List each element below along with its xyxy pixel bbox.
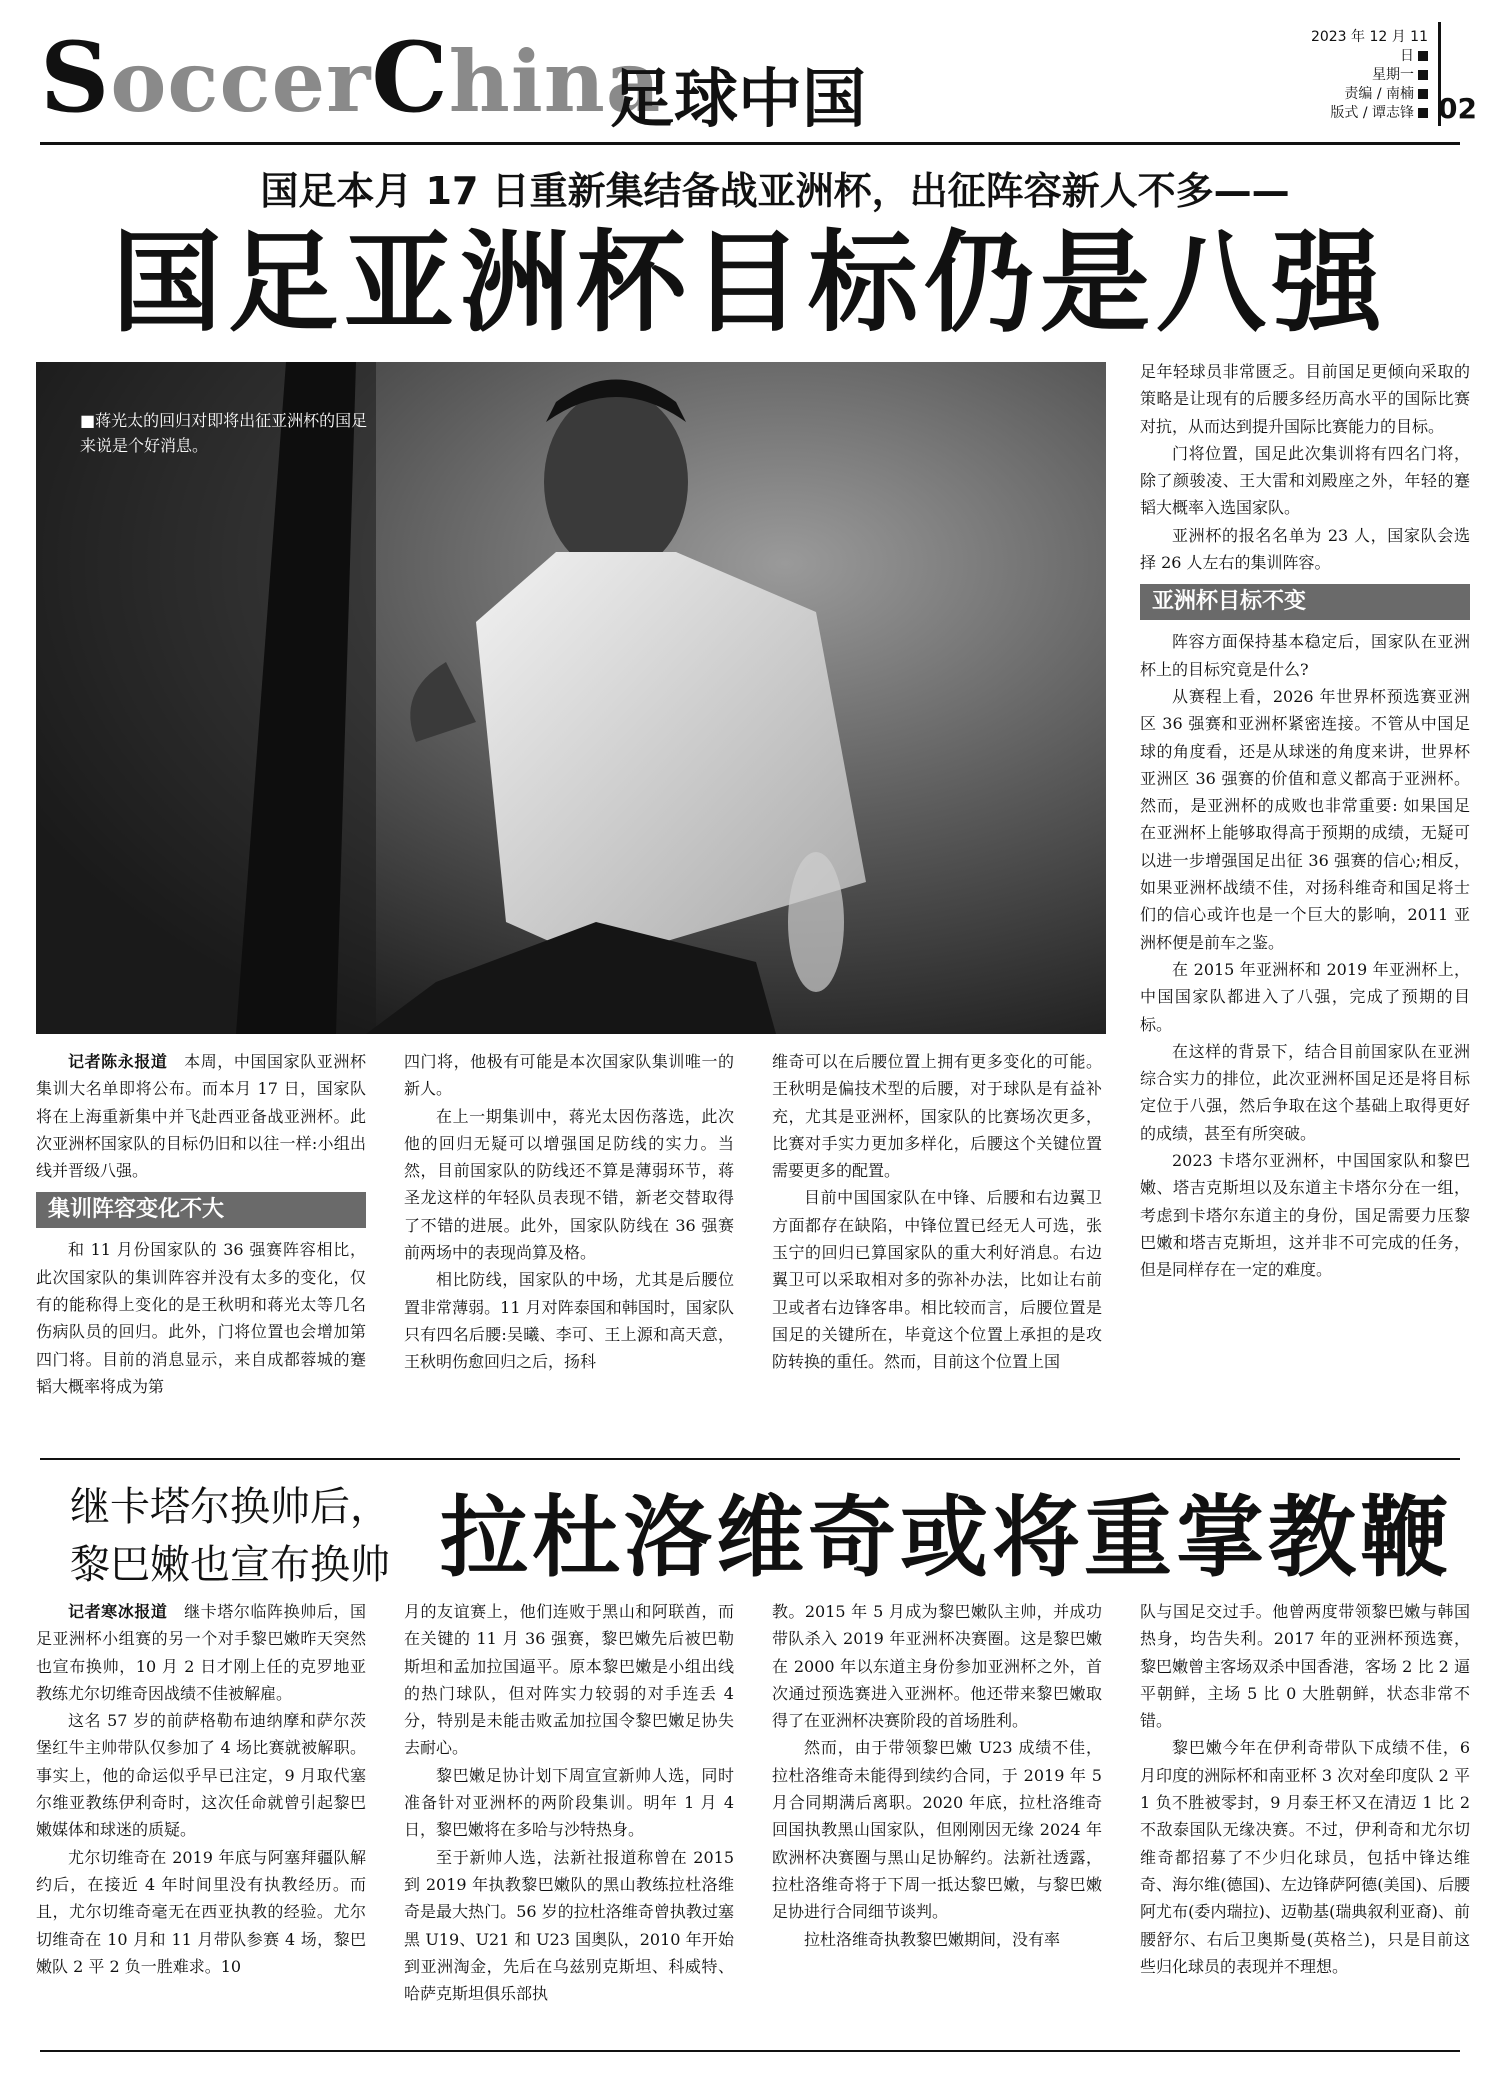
- article2-column-3: [772, 1598, 1102, 1953]
- masthead-chinese-title: 足球中国: [610, 63, 866, 137]
- article2-column-4: [1140, 1598, 1470, 1980]
- article2-column-1: [36, 1598, 366, 1980]
- issue-layout: 版式 / 谭志锋: [1330, 105, 1414, 121]
- bottom-rule: [40, 2050, 1460, 2052]
- article1-paragraph: 相比防线，国家队的中场，尤其是后腰位置非常薄弱。11 月对阵泰国和韩国时，国家队只有四名后腰:吴曦、李可、王上源和高天意，王秋明伤愈回归之后，扬科: [404, 1270, 734, 1372]
- article2-paragraph: 尤尔切维奇在 2019 年底与阿塞拜疆队解约后，在接近 4 年时间里没有执教经历。而且，尤尔切维奇毫无在西亚执教的经验。尤尔切维奇在 10 月和 11 月带队参赛 4 场，黎巴嫩队 2 平 2 负一胜难求。10: [36, 1847, 366, 1976]
- square-bullet-icon: [1418, 108, 1428, 118]
- masthead-english-logo: SoccerChina: [40, 21, 662, 134]
- article1-paragraph: 在这样的背景下，结合目前国家队在亚洲综合实力的排位，此次亚洲杯国足还是将目标定位于八强，然后争取在这个基础上取得更好的成绩，甚至有所突破。: [1140, 1041, 1470, 1143]
- article2-paragraph: 黎巴嫩足协计划下周宣宣新帅人选，同时准备针对亚洲杯的两阶段集训。明年 1 月 4 日，黎巴嫩将在多哈与沙特热身。: [404, 1765, 734, 1840]
- section-divider: [40, 1458, 1460, 1460]
- article2-headline: 拉杜洛维奇或将重掌教鞭: [440, 1486, 1453, 1589]
- article1-subhead-1: 集训阵容变化不大: [36, 1192, 366, 1228]
- article1-paragraph: 亚洲杯的报名名单为 23 人，国家队会选择 26 人左右的集训阵容。: [1140, 525, 1470, 573]
- article2-kicker: [70, 1478, 450, 1594]
- article1-column-2: [404, 1048, 734, 1376]
- top-rule: [40, 142, 1460, 145]
- article2-byline: 记者寒冰报道: [68, 1602, 168, 1621]
- article1-paragraph: 门将位置，国足此次集训将有四名门将，除了颜骏凌、王大雷和刘殿座之外，年轻的蹇韬大概率入选国家队。: [1140, 443, 1470, 518]
- photo-caption: ■蒋光太的回归对即将出征亚洲杯的国足来说是个好消息。: [80, 411, 368, 455]
- article2-kicker-line-1: 继卡塔尔换帅后，: [70, 1484, 390, 1530]
- article2-paragraph: 黎巴嫩今年在伊利奇带队下成绩不佳，6 月印度的洲际杯和南亚杯 3 次对垒印度队 2 平 1 负不胜被零封，9 月泰王杯又在清迈 1 比 2 不敌泰国队无缘决赛。不过，伊利奇和尤尔切维奇都招募了不少归化球员，包括中锋达维奇、海尔维(德国)、左边锋萨阿德(美国)、后腰阿尤布(委内瑞拉)、迈勒基(瑞典叙利亚裔)、前腰舒尔、右后卫奥斯曼(英格兰)，只是目前这些归化球员的表现并不理想。: [1140, 1738, 1470, 1976]
- article1-paragraph: 目前中国国家队在中锋、后腰和右边翼卫方面都存在缺陷，中锋位置已经无人可选，张玉宁的回归已算国家队的重大利好消息。右边翼卫可以采取相对多的弥补办法，比如让右前卫或者右边锋客串。相比较而言，后腰位置是国足的关键所在，毕竟这个位置上承担的是攻防转换的重任。然而，目前这个位置上国: [772, 1188, 1102, 1372]
- square-bullet-icon: [1418, 89, 1428, 99]
- article2-paragraph: 至于新帅人选，法新社报道称曾在 2015 到 2019 年执教黎巴嫩队的黑山教练拉杜洛维奇是最大热门。56 岁的拉杜洛维奇曾执教过塞黑 U19、U21 和 U23 国奥队，2010 年开始到亚洲淘金，先后在乌兹别克斯坦、科威特、哈萨克斯坦俱乐部执: [404, 1847, 734, 2004]
- issue-date: 2023 年 12 月 11 日: [1310, 29, 1428, 64]
- article2-column-2: [404, 1598, 734, 2007]
- article2-lead: 继卡塔尔临阵换帅后，国足亚洲杯小组赛的另一个对手黎巴嫩昨天突然也宣布换帅，10 月 2 日才刚上任的克罗地亚教练尤尔切维奇因战绩不佳被解雇。: [36, 1602, 366, 1703]
- article1-paragraph: 在上一期集训中，蒋光太因伤落选，此次他的回归无疑可以增强国足防线的实力。当然，目前国家队的防线还不算是薄弱环节，蒋圣龙这样的年轻队员表现不错，新老交替取得了不错的进展。此外，国家队防线在 36 强赛前两场中的表现尚算及格。: [404, 1106, 734, 1263]
- square-bullet-icon: [1418, 51, 1428, 61]
- article2-paragraph: 月的友谊赛上，他们连败于黑山和阿联酋，而在关键的 11 月 36 强赛，黎巴嫩先后被巴勒斯坦和孟加拉国逼平。原本黎巴嫩是小组出线的热门球队，但对阵实力较弱的对手连丢 4 分，特别是未能击败孟加拉国令黎巴嫩足协失去耐心。: [404, 1602, 734, 1758]
- article2-paragraph: 教。2015 年 5 月成为黎巴嫩队主帅，并成功带队杀入 2019 年亚洲杯决赛圈。这是黎巴嫩在 2000 年以东道主身份参加亚洲杯之外，首次通过预选赛进入亚洲杯。他还带来黎巴嫩取得了在亚洲杯决赛阶段的首场胜利。: [772, 1602, 1102, 1731]
- article1-paragraph: 足年轻球员非常匮乏。目前国足更倾向采取的策略是让现有的后腰多经历高水平的国际比赛对抗，从而达到提升国际比赛能力的目标。: [1140, 362, 1470, 436]
- article1-paragraph: 在 2015 年亚洲杯和 2019 年亚洲杯上，中国国家队都进入了八强，完成了预期的目标。: [1140, 959, 1470, 1034]
- article1-paragraph: 从赛程上看，2026 年世界杯预选赛亚洲区 36 强赛和亚洲杯紧密连接。不管从中国足球的角度看，还是从球迷的角度来讲，世界杯亚洲区 36 强赛的价值和意义都高于亚洲杯。然而，是亚洲杯的成败也非常重要: 如果国足在亚洲杯上能够取得高于预期的成绩，无疑可以进一步增强国足出征 36 强赛的信心;相反，如果亚洲杯战绩不佳，对扬科维奇和国足将士们的信心或许也是一个巨大的影响，2011 亚洲杯便是前车之鉴。: [1140, 686, 1470, 952]
- article1-subhead-2: 亚洲杯目标不变: [1140, 584, 1470, 620]
- issue-meta: [1300, 28, 1430, 123]
- article1-paragraph: 四门将，他极有可能是本次国家队集训唯一的新人。: [404, 1052, 734, 1099]
- article1-paragraph: 维奇可以在后腰位置上拥有更多变化的可能。王秋明是偏技术型的后腰，对于球队是有益补充，尤其是亚洲杯，国家队的比赛场次更多，比赛对手实力更加多样化，后腰这个关键位置需要更多的配置。: [772, 1052, 1102, 1181]
- square-bullet-icon: [1418, 70, 1428, 80]
- article1-column-4: [1140, 358, 1470, 1284]
- article2-paragraph: 这名 57 岁的前萨格勒布迪纳摩和萨尔茨堡红牛主帅带队仅参加了 4 场比赛就被解职。事实上，他的命运似乎早已注定，9 月取代塞尔维亚教练伊利奇时，这次任命就曾引起黎巴嫩媒体和球迷的质疑。: [36, 1711, 366, 1840]
- article2-paragraph: 然而，由于带领黎巴嫩 U23 成绩不佳，拉杜洛维奇未能得到续约合同，于 2019 年 5 月合同期满后离职。2020 年底，拉杜洛维奇回国执教黑山国家队，但刚刚因无缘 2024 年欧洲杯决赛圈与黑山足协解约。法新社透露，拉杜洛维奇将于下周一抵达黎巴嫩，与黎巴嫩足协进行合同细节谈判。: [772, 1738, 1102, 1922]
- article1-column-3: [772, 1048, 1102, 1376]
- article1-photo: [36, 362, 1106, 1034]
- article2-paragraph: 队与国足交过手。他曾两度带领黎巴嫩与韩国热身，均告失利。2017 年的亚洲杯预选赛，黎巴嫩曾主客场双杀中国香港，客场 2 比 2 逼平朝鲜，主场 5 比 0 大胜朝鲜，状态非常不错。: [1140, 1602, 1470, 1731]
- article1-column-1: [36, 1048, 366, 1400]
- issue-editor: 责编 / 南楠: [1344, 86, 1414, 102]
- player-photo-illustration: [36, 362, 1106, 1034]
- article1-byline: 记者陈永报道: [68, 1052, 168, 1071]
- issue-weekday: 星期一: [1372, 67, 1414, 83]
- article2-kicker-line-2: 黎巴嫩也宣布换帅: [70, 1542, 390, 1588]
- article1-paragraph: 2023 卡塔尔亚洲杯，中国国家队和黎巴嫩、塔吉克斯坦以及东道主卡塔尔分在一组，考虑到卡塔尔东道主的身份，国足需要力压黎巴嫩和塔吉克斯坦，这并非不可完成的任务，但是同样存在一定的难度。: [1140, 1151, 1470, 1280]
- article1-lead: 本周，中国国家队亚洲杯集训大名单即将公布。而本月 17 日，国家队将在上海重新集中并飞赴西亚备战亚洲杯。此次亚洲杯国家队的目标仍旧和以往一样:小组出线并晋级八强。: [36, 1052, 366, 1181]
- article2-paragraph: 拉杜洛维奇执教黎巴嫩期间，没有率: [804, 1929, 1061, 1949]
- article1-paragraph: 阵容方面保持基本稳定后，国家队在亚洲杯上的目标究竟是什么?: [1140, 632, 1470, 679]
- article1-kicker: 国足本月 17 日重新集结备战亚洲杯，出征阵容新人不多——: [260, 169, 1290, 213]
- article1-paragraph: 和 11 月份国家队的 36 强赛阵容相比，此次国家队的集训阵容并没有太多的变化，仅有的能称得上变化的是王秋明和蒋光太等几名伤病队员的回归。此外，门将位置也会增加第四门将。目前的消息显示，来自成都蓉城的蹇韬大概率将成为第: [36, 1240, 366, 1396]
- page-number: 02: [1438, 92, 1477, 125]
- article1-headline: 国足亚洲杯目标仍是八强: [112, 219, 1388, 347]
- masthead: [40, 21, 1340, 137]
